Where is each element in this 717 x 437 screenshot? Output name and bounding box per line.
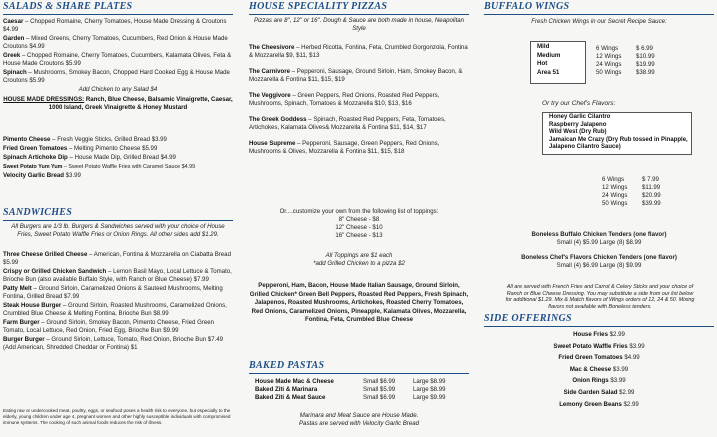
side-item: Onion Rings $3.99 [572,377,626,385]
chef-flavor: Honey Garlic Cilantro [549,114,611,120]
custom-intro: Or....customize your own from the following list of toppings: [279,208,439,215]
heat-levels-box [530,41,586,84]
wings-prices-regular [596,45,655,77]
pizza-item: The Carnivore – Pepperoni, Sausage, Ground Sirloin, Ham, Smokey Bacon, & Mozzarella & Fontina $11, $15, $19 [249,68,463,83]
salad-item: Garden – Mixed Greens, Cherry Tomatoes, Cucumbers, Red Onion & House Made Croutons $4.99 [3,35,228,50]
right-column [480,0,717,437]
share-item: Sweet Potato Yum Yum – Sweet Potato Waffle Fries with Caramel Sauce $4.99 [3,164,196,170]
sandwich-item: Patty Melt – Ground Sirloin, Caramelized Onions & Sauteed Mushrooms, Melting Fontina, Grilled Bread $7.99 [3,285,223,300]
share-item: Spinach Artichoke Dip – House Made Dip, Grilled Bread $4.99 [3,154,176,161]
sides-list [484,329,714,410]
side-item: Side Garden Salad $2.99 [563,388,635,396]
pizzas-intro: Pizzas are 8", 12" or 16". Dough & Sauce are both made in house, Neapolitan Style [253,17,465,32]
pizzas-rule [249,14,469,15]
chef-flavors-intro: Or try our Chef's Flavors: [542,100,616,107]
left-column [0,0,236,437]
tender-name: Boneless Chef's Flavors Chicken Tenders (one flavor) [521,254,677,261]
side-item: Mac & Cheese $3.99 [569,365,629,373]
pasta-row: House Made Mac & Cheese Small $6.99 Large $8.99 [255,378,446,385]
add-chicken-note: Add Chicken to any Salad $4 [78,86,158,93]
salad-item: Greek – Chopped Romaine, Cherry Tomatoes, Cucumbers, Kalamata Olives, Feta & House Made Croutons $5.99 [3,52,232,67]
share-item: Fried Green Tomatoes – Melting Pimento Cheese $5.99 [3,145,158,152]
pastas-note [249,412,469,428]
tender-price: Small (4) $5.99 Large (8) $8.99 [556,239,642,246]
wing-price-row: 12 Wings $11.99 [602,184,661,191]
tenders [484,231,714,270]
pasta-row: Baked Ziti & Marinara Small $5.99 Large $8.99 [255,386,446,393]
toppings-price-line: All Toppings are $1 each [325,252,393,259]
custom-pizza [249,208,469,240]
wing-price-row: 6 Wings $ 6.99 [596,45,653,52]
pastas-note-line: Pastas are served with Velocity Garlic Bread [298,420,419,427]
tender-name: Boneless Buffalo Chicken Tenders (one flavor) [531,231,667,238]
wing-price-row: 50 Wings $38.99 [596,69,655,76]
pizzas-heading: HOUSE SPECIALITY PIZZAS [249,1,388,12]
toppings-list: Pepperoni, Ham, Bacon, House Made Italian Sausage, Ground Sirloin, Grilled Chicken* Green Bell Peppers, Roasted Red Peppers, Fresh Spinach, Jalapenos, Roasted Mushrooms, Artichokes, Roasted Cherry Tomatoes, Red Onions, Caramelized Onions, Pineapple, Kalamata Olives, Mozzarella, Fontina, Feta, Crumbled Blue Cheese [249,282,469,323]
side-item: Lemony Green Beans $2.99 [559,400,639,408]
salads-list [3,18,233,112]
share-item: Pimento Cheese – Fresh Veggie Sticks, Grilled Bread $3.99 [3,136,167,143]
side-item: House Fries $2.99 [573,331,625,338]
wing-price-row: 50 Wings $39.99 [602,200,661,207]
wings-notes: All are served with French Fries and Carrot & Celery Sticks and your choice of Ranch or Blue Cheese Dressing. You may substitute a side from our list below for additional $1.29. Mix & Match flavors of Wings orders of 12, 24 & 50. Mixing flavors not available with Boneless tenders. [505,284,695,310]
sandwich-item: Three Cheese Grilled Cheese – American, Fontina & Mozzarella on Ciabatta Bread $5.99 [3,251,231,266]
wings-intro: Fresh Chicken Wings in our Secret Recipe Sauce: [531,18,667,25]
sandwich-item: Steak House Burger – Ground Sirloin, Roasted Mushrooms, Caramelized Onions, Crumbled Blue Cheese & Melting Fontina, Brioche Bun $8.99 [3,302,227,317]
pastas-rule [249,373,469,374]
pastas-note-line: Marinara and Meat Sauce are House Made. [299,412,419,419]
salads-heading: SALADS & SHARE PLATES [3,1,133,12]
heat-level: Hot [537,60,548,68]
heat-level: Area 51 [537,68,560,76]
sandwiches-heading: SANDWICHES [3,207,73,218]
wings-rule [484,14,714,15]
sides-heading: SIDE OFFERINGS [484,313,572,324]
health-disclaimer: Eating raw or undercooked meat, poultry, eggs, or seafood poses a health risk to everyone, but especially to the elderly, young children under age 4, pregnant women and other highly susceptible individuals with compromised immune systems. The cooking of such animal foods reduces the risk of illness. [3,408,231,425]
wings-heading: BUFFALO WINGS [484,1,570,12]
dressings: HOUSE MADE DRESSINGS: Ranch, Blue Cheese, Balsamic Vinaigrette, Caesar, 1000 Island, Greek Vinaigrette & Honey Mustard [3,96,233,111]
share-plates-list [3,136,235,180]
wing-price-row: 6 Wings $ 7.99 [602,176,659,183]
pastas-heading: BAKED PASTAS [249,360,325,371]
wing-price-row: 24 Wings $20.99 [602,192,661,199]
sandwiches-intro: All Burgers are 1/3 lb. Burgers & Sandwiches served with your choice of House Fries, Sweet Potato Waffle Fries or Onion Rings. All other sides add $1.29. [11,223,225,238]
custom-size: 12" Cheese - $10 [335,224,383,231]
chef-flavor: Jamaican Me Crazy (Dry Rub tossed in Pinapple, Jalapeno Cilantro Sauce) [549,136,688,151]
salad-item: Caesar – Chopped Romaine, Cherry Tomatoes, House Made Dressing & Croutons $4.99 [3,18,227,33]
sandwich-item: Burger Burger – Ground Sirloin, Lettuce, Tomato, Red Onion, Brioche Bun $7.49 (Add American, Shredded Cheddar or Fontina) $1 [3,336,224,351]
wings-prices-chef [602,176,661,208]
wing-price-row: 12 Wings $10.99 [596,53,655,60]
salads-rule [3,14,233,15]
chef-flavor: Wild West (Dry Rub) [549,129,607,136]
sandwich-item: Crispy or Grilled Chicken Sandwich – Lemon Basil Mayo, Local Lettuce & Tomato, Brioche Bun (also available Buffalo Style, with Ranch or Blue Cheese) $7.99 [3,268,232,283]
sandwich-item: Farm Burger – Ground Sirloin, Smokey Bacon, Pimento Cheese, Fried Green Tomato, Local Lettuce, Red Onion, Fried Egg, Brioche Bun $9.99 [3,319,215,334]
heat-level: Mild [537,43,550,50]
pizza-item: The Cheesivore – Herbed Ricotta, Fontina, Feta, Crumbled Gorgonzola, Fontina & Mozzarella $9, $11, $13 [249,44,468,59]
sandwiches-list [3,251,235,352]
pizzas-list [249,44,471,156]
salad-item: Spinach – Mushrooms, Smokey Bacon, Chopped Hard Cooked Egg & House Made Croutons $5.99 [3,69,230,84]
pizza-item: House Supreme – Pepperoni, Sausage, Green Peppers, Red Onions, Mushrooms & Olives, Mozzarella & Fontina $11, $15, $18 [249,140,440,155]
heat-level: Medium [537,51,561,59]
custom-size: 8" Cheese - $8 [338,216,380,223]
pizza-item: The Greek Goddess – Spinach, Roasted Red Peppers, Feta, Tomatoes, Artichokes, Kalamata Olives& Mozzarella & Fontina $11, $14, $17 [249,116,446,131]
side-item: Fried Green Tomatoes $4.99 [558,354,640,362]
share-item: Velocity Garlic Bread $3.99 [3,172,81,179]
pizza-item: The Veggivore – Green Peppers, Red Onions, Roasted Red Peppers, Mushrooms, Spinach, Tomatoes & Mozzarella $10, $13, $16 [249,92,440,107]
pastas-table [255,378,465,402]
custom-size: 16" Cheese - $13 [335,232,383,239]
chef-flavors-box [542,112,692,155]
sandwiches-rule [3,220,233,221]
pasta-row: Baked Ziti & Meat Sauce Small $6.99 Large $9.99 [255,394,446,401]
middle-column [247,0,469,437]
side-item: Sweet Potato Waffle Fries $3.99 [553,342,645,350]
toppings-price [249,252,469,268]
sides-rule [484,326,714,327]
tender-price: Small (4) $6.99 Large (8) $9.99 [556,262,642,269]
wing-price-row: 24 Wings $19.99 [596,61,655,68]
toppings-price-line: *add Grilled Chicken to a pizza $2 [313,260,405,267]
chef-flavor: Raspberry Jalapeno [549,121,607,128]
